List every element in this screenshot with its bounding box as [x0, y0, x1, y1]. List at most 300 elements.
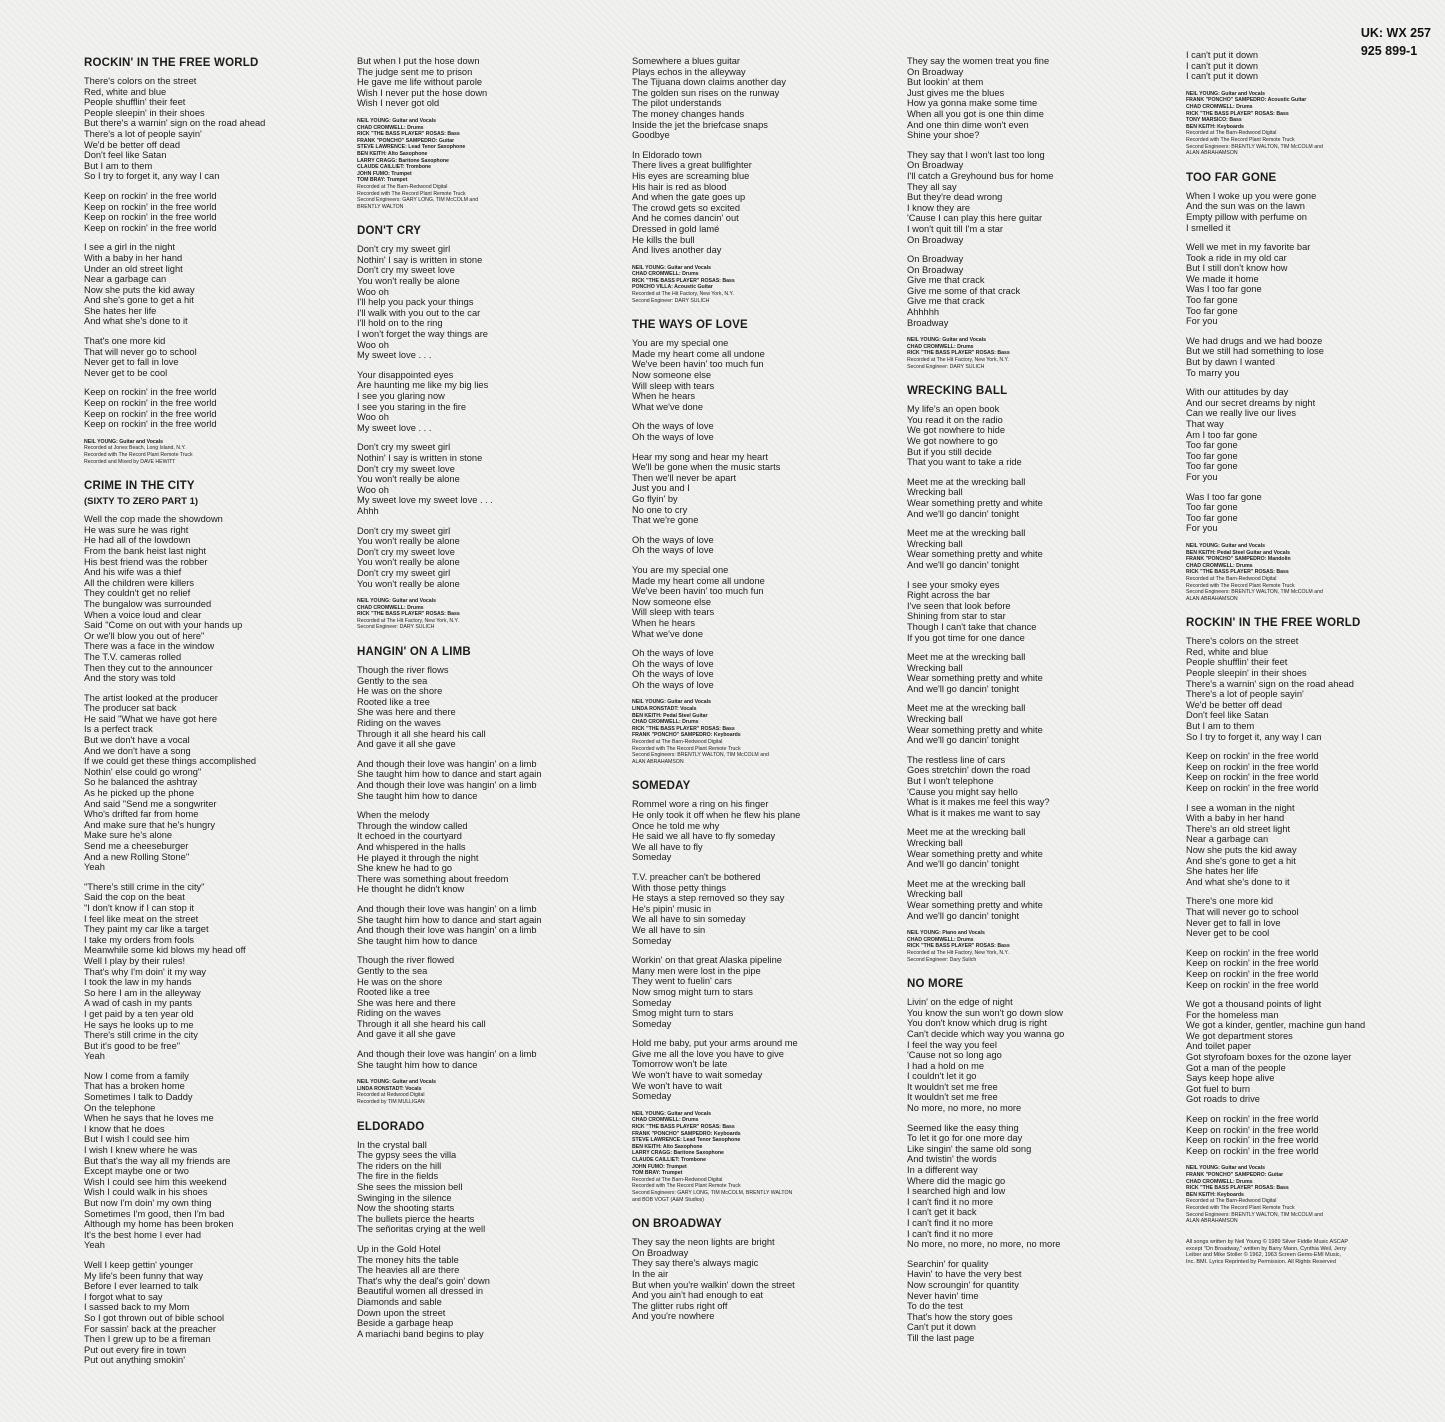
song-title: HANGIN' ON A LIMB	[357, 646, 471, 659]
lyric-line: You are my special one	[632, 564, 729, 575]
lyric-line: They say there's always magic	[632, 1258, 759, 1269]
lyric-line: Many men were lost in the pipe	[632, 965, 761, 976]
lyric-line: It echoed in the courtyard	[357, 831, 462, 842]
lyrics-column-1	[84, 56, 346, 1380]
credit-line: STEVE LAWRENCE: Lead Tenor Saxophone	[632, 1137, 741, 1144]
lyric-line: My sweet love . . .	[357, 350, 432, 361]
credit-line: BEN KEITH: Keyboards	[1186, 1191, 1244, 1198]
lyric-line: And though their love was hangin' on a limb	[357, 758, 537, 769]
copyright-line: All songs written by Neil Young © 1989 Silver Fiddle Music ASCAP	[1186, 1238, 1349, 1245]
lyric-line: Shine your shoe?	[907, 130, 980, 141]
lyric-line: And he comes dancin' out	[632, 213, 739, 224]
lyric-line: Nothin' else could go wrong"	[84, 766, 202, 777]
lyric-line: Took a ride in my old car	[1186, 252, 1287, 263]
lyric-line: Someday	[632, 1018, 672, 1029]
song-block	[357, 224, 619, 631]
lyric-line: Gently to the sea	[357, 675, 428, 686]
lyric-line: People sleepin' in their shoes	[1186, 668, 1307, 679]
lyric-line: T.V. preacher can't be bothered	[632, 871, 761, 882]
lyric-line: They all say	[907, 181, 957, 192]
credit-line: Recorded at The Barn-Redwood Digital	[632, 739, 723, 746]
lyric-line: I can't put it down	[1186, 50, 1259, 60]
lyric-line: Rommel wore a ring on his finger	[632, 799, 769, 810]
lyric-line: On Broadway	[907, 264, 964, 275]
lyric-line: She sees the mission bell	[357, 1182, 463, 1192]
credit-line: Recorded and Mixed by DAVE HEWITT	[84, 458, 176, 465]
lyric-line: And you ain't had enough to eat	[632, 1290, 764, 1301]
lyric-line: 'Cause I can play this here guitar	[907, 213, 1043, 224]
credit-line: BEN KEITH: Alto Saxophone	[357, 150, 428, 157]
lyric-line: A mariachi band begins to play	[357, 1328, 484, 1339]
lyric-line: Diamonds and sable	[357, 1296, 442, 1307]
lyric-line: Or we'll blow you out of here"	[84, 630, 205, 641]
stanza	[632, 535, 894, 556]
lyric-line: Near a garbage can	[84, 274, 167, 285]
lyric-line: In the crystal ball	[357, 1139, 427, 1150]
lyric-line: We've been havin' too much fun	[632, 359, 764, 370]
lyric-line: He said we all have to fly someday	[632, 831, 776, 842]
stanza	[1186, 191, 1445, 233]
credit-line: Recorded at Redwood Digital	[357, 1092, 425, 1099]
lyric-line: And whispered in the halls	[357, 841, 466, 852]
lyric-line: I smelled it	[1186, 222, 1231, 233]
credit-line: NEIL YOUNG: Guitar and Vocals	[632, 1110, 711, 1117]
stanza	[632, 56, 894, 141]
lyric-line: And though their love was hangin' on a limb	[357, 925, 537, 936]
lyric-line: Never get to be cool	[84, 367, 168, 378]
lyric-line: Wish I could walk in his shoes	[84, 1187, 208, 1198]
lyric-line: Now someone else	[632, 596, 712, 607]
credit-line: CHAD CROMWELL: Drums	[357, 604, 424, 611]
stanza	[907, 652, 1169, 694]
lyric-line: Red, white and blue	[1186, 646, 1269, 657]
lyric-line: She taught him how to dance	[357, 935, 478, 946]
lyric-line: My sweet love . . .	[357, 422, 432, 433]
lyric-line: Keep on rockin' in the free world	[1186, 761, 1319, 772]
lyric-line: Someday	[632, 935, 672, 946]
lyric-line: And his wife was a thief	[84, 567, 182, 578]
lyric-line: Too far gone	[1186, 305, 1238, 316]
lyric-line: But I wish I could see him	[84, 1134, 190, 1145]
lyric-line: Now someone else	[632, 370, 712, 381]
stanza	[1186, 492, 1445, 534]
lyric-line: Goodbye	[632, 130, 670, 141]
lyric-line: How ya gonna make some time	[907, 98, 1038, 109]
song-block	[357, 56, 619, 210]
stanza	[907, 150, 1169, 245]
lyric-line: Hold me baby, put your arms around me	[632, 1038, 798, 1049]
stanza	[84, 387, 346, 429]
stanza	[1186, 242, 1445, 327]
lyric-line: They paint my car like a target	[84, 924, 209, 935]
credit-line: Second Engineer: Dary Sulich	[907, 956, 977, 963]
lyric-line: Red, white and blue	[84, 86, 167, 97]
lyric-line: So I try to forget it, any way I can	[1186, 731, 1322, 742]
lyric-line: You know the sun won't go down slow	[907, 1007, 1063, 1018]
lyric-line: And gave it all she gave	[357, 1029, 456, 1040]
credit-line: Recorded at The Barn-Redwood Digital	[1186, 130, 1277, 137]
lyric-line: But I am to them	[1186, 721, 1255, 732]
credit-line: LINDA RONSTADT: Vocals	[632, 706, 697, 713]
stanza	[907, 827, 1169, 869]
lyric-line: Too far gone	[1186, 461, 1238, 472]
lyric-line: On the telephone	[84, 1102, 156, 1113]
lyric-line: When the melody	[357, 810, 430, 821]
lyric-line: He was on the shore	[357, 686, 443, 697]
lyric-line: Just you and I	[632, 483, 690, 494]
lyric-line: Oh the ways of love	[632, 534, 714, 545]
lyric-line: Wear something pretty and white	[907, 497, 1043, 508]
lyric-line: Don't cry my sweet love	[357, 265, 455, 276]
lyric-line: Meet me at the wrecking ball	[907, 878, 1026, 889]
stanza	[632, 452, 894, 526]
lyric-line: I see a woman in the night	[1186, 802, 1295, 813]
lyric-line: Was I too far gone	[1186, 491, 1262, 502]
lyric-line: The producer sat back	[84, 703, 177, 714]
credit-line: NEIL YOUNG: Guitar and Vocals	[84, 438, 163, 445]
lyric-line: That way	[1186, 419, 1224, 429]
stanza	[907, 1259, 1169, 1344]
credit-line: FRANK "PONCHO" SAMPEDRO: Keyboards	[632, 732, 741, 739]
song-title: ROCKIN' IN THE FREE WORLD	[1186, 617, 1361, 630]
lyric-line: Broadway	[907, 317, 949, 328]
lyric-line: Nothin' I say is written in stone	[357, 254, 483, 265]
lyric-line: I won't forget the way things are	[357, 329, 488, 340]
song-block	[357, 645, 619, 1106]
lyric-line: Except maybe one or two	[84, 1166, 189, 1177]
lyric-line: Woo oh	[357, 484, 389, 495]
lyric-line: Don't cry my sweet girl	[357, 442, 451, 453]
credit-line: Recorded with The Record Plant Remote Truck	[1186, 582, 1295, 589]
lyric-line: She taught him how to dance	[357, 790, 478, 801]
credit-line: STEVE LAWRENCE: Lead Tenor Saxophone	[357, 144, 466, 151]
lyric-line: The restless line of cars	[907, 754, 1006, 765]
lyric-line: And one thin dime won't even	[907, 119, 1029, 130]
lyric-line: Says keep hope alive	[1186, 1073, 1275, 1084]
lyric-line: Just gives me the blues	[907, 87, 1005, 98]
song-block	[1186, 50, 1445, 157]
lyric-line: Keep on rockin' in the free world	[1186, 1135, 1319, 1146]
lyric-line: We all have to sin	[632, 924, 706, 935]
lyric-line: Gently to the sea	[357, 965, 428, 976]
lyric-line: Now scroungin' for quantity	[907, 1279, 1019, 1290]
credit-line: CLAUDE CAILLIET: Trombone	[357, 164, 432, 171]
credit-line: CHAD CROMWELL: Drums	[632, 1117, 699, 1124]
lyric-line: He only took it off when he flew his plane	[632, 810, 801, 820]
lyric-line: On Broadway	[907, 234, 964, 245]
stanza	[1186, 999, 1445, 1105]
lyric-line: Then they cut to the announcer	[84, 662, 213, 673]
lyric-line: "There's still crime in the city"	[84, 881, 205, 892]
lyric-line: Though the river flowed	[357, 955, 455, 966]
stanza	[357, 904, 619, 946]
lyric-line: The judge sent me to prison	[357, 66, 473, 77]
lyric-line: Will sleep with tears	[632, 607, 715, 618]
lyric-line: Oh the ways of love	[632, 545, 714, 556]
credit-line: Second Engineer: DARY SULICH	[632, 297, 710, 304]
lyric-line: Who's drifted far from home	[84, 809, 199, 820]
stanza	[357, 1049, 619, 1070]
lyric-line: Rooted like a tree	[357, 696, 430, 707]
lyric-line: The pilot understands	[632, 98, 722, 109]
lyric-line: That's one more kid	[84, 336, 166, 347]
song-block	[357, 1120, 619, 1340]
credit-line: FRANK "PONCHO" SAMPEDRO: Mandolin	[1186, 556, 1291, 563]
lyric-line: Wrecking ball	[907, 714, 963, 725]
lyric-line: Keep on rockin' in the free world	[1186, 1114, 1319, 1125]
credit-line: CHAD CROMWELL: Drums	[357, 124, 424, 131]
lyric-line: On Broadway	[907, 66, 964, 77]
lyric-line: And she's gone to get a hit	[1186, 855, 1296, 866]
lyric-line: I can't find it no more	[907, 1228, 994, 1239]
lyric-line: Give me that crack	[907, 296, 985, 307]
lyric-line: The crowd gets so excited	[632, 202, 740, 213]
credits	[632, 1111, 894, 1203]
stanza	[907, 528, 1169, 570]
lyric-line: On Broadway	[907, 160, 964, 171]
copyright-line: Leiber and Mike Stoller © 1962, 1963 Screen Gems-EMI Music,	[1186, 1252, 1342, 1259]
lyric-line: But it's good to be free"	[84, 1040, 181, 1051]
stanza	[907, 254, 1169, 328]
lyrics-column-4	[907, 56, 1169, 1358]
credit-line: Recorded with The Record Plant Remote Truck	[1186, 1204, 1295, 1211]
credit-line: LINDA RONSTADT: Vocals	[357, 1085, 422, 1092]
song-block	[632, 779, 894, 1203]
lyric-line: And the sun was on the lawn	[1186, 201, 1305, 212]
credit-line: BEN KEITH: Keyboards	[1186, 123, 1244, 130]
lyric-line: Oh the ways of love	[632, 648, 714, 659]
lyric-line: Someday	[632, 852, 672, 863]
lyric-line: All the children were killers	[84, 577, 195, 588]
stanza	[357, 810, 619, 895]
lyric-line: There's one more kid	[1186, 896, 1274, 907]
lyric-line: I see a girl in the night	[84, 242, 175, 253]
lyric-line: Riding on the waves	[357, 718, 441, 729]
credit-line: Recorded at The Hit Factory, New York, N.Y.	[632, 291, 734, 298]
lyric-line: Wear something pretty and white	[907, 724, 1043, 735]
lyric-line: The bungalow was surrounded	[84, 598, 212, 609]
credit-line: TOM BRAY: Trumpet	[357, 177, 408, 184]
lyric-line: "I don't know if I can stop it	[84, 902, 194, 913]
stanza	[84, 242, 346, 327]
lyric-line: There was something about freedom	[357, 873, 509, 884]
credit-line: Recorded with The Record Plant Remote Truck	[84, 452, 193, 458]
lyric-line: But if you still decide	[907, 446, 992, 457]
stanza	[632, 1038, 894, 1102]
stanza	[907, 703, 1169, 745]
lyric-line: Wrecking ball	[907, 538, 963, 549]
lyric-line: Keep on rockin' in the free world	[1186, 772, 1319, 783]
lyric-line: We all have to fly	[632, 841, 703, 852]
lyric-line: Dressed in gold lamé	[632, 223, 720, 234]
credit-line: TONY MARSICO: Bass	[1186, 117, 1242, 124]
stanza	[357, 955, 619, 1040]
lyric-line: Keep on rockin' in the free world	[1186, 958, 1319, 969]
lyric-line: Said "Come on out with your hands up	[84, 620, 243, 631]
lyric-line: Made my heart come all undone	[632, 575, 765, 586]
lyric-line: And we'll go dancin' tonight	[907, 735, 1020, 746]
lyric-line: When a voice loud and clear	[84, 609, 202, 620]
lyrics-column-2	[357, 56, 619, 1353]
lyric-line: Down upon the street	[357, 1307, 446, 1318]
stanza	[1186, 948, 1445, 990]
lyric-line: Up in the Gold Hotel	[357, 1243, 441, 1254]
catalog-line: UK: WX 257	[1360, 26, 1431, 40]
lyric-line: What we've done	[632, 628, 704, 639]
song-title: ON BROADWAY	[632, 1218, 722, 1231]
stanza	[84, 1260, 346, 1366]
lyric-line: But they're dead wrong	[907, 192, 1003, 203]
credit-line: Second Engineers: GARY LONG, TIM McCOLM and	[357, 197, 479, 204]
lyric-line: Go flyin' by	[632, 493, 678, 504]
lyric-line: My life's been funny that way	[84, 1270, 204, 1281]
lyric-line: From the bank heist last night	[84, 545, 206, 556]
lyric-line: And lives another day	[632, 245, 722, 256]
lyric-line: I couldn't let it go	[907, 1071, 977, 1082]
lyric-line: He says he looks up to me	[84, 1019, 194, 1030]
lyric-line: That's why the deal's goin' down	[357, 1275, 490, 1286]
lyric-line: I can't find it no more	[907, 1218, 994, 1228]
lyric-line: Keep on rockin' in the free world	[84, 419, 217, 430]
stanza	[1186, 751, 1445, 793]
lyric-line: Tomorrow won't be late	[632, 1059, 728, 1070]
lyric-line: For sassin' back at the preacher	[84, 1323, 216, 1334]
lyric-line: It's the best home I ever had	[84, 1229, 202, 1240]
lyric-line: No more, no more, no more, no more	[907, 1239, 1061, 1250]
lyric-line: Wrecking ball	[907, 662, 963, 673]
lyric-line: Searchin' for quality	[907, 1258, 989, 1269]
lyric-line: Said the cop on the beat	[84, 892, 185, 903]
stanza	[632, 421, 894, 442]
lyric-line: I get paid by a ten year old	[84, 1008, 194, 1019]
lyric-line: And what she's done to it	[1186, 876, 1290, 887]
lyric-line: Wear something pretty and white	[907, 549, 1043, 560]
credit-line: NEIL YOUNG: Piano and Vocals	[907, 930, 985, 937]
lyric-line: Too far gone	[1186, 502, 1238, 513]
lyric-line: I know that he does	[84, 1123, 165, 1134]
lyric-line: They say the neon lights are bright	[632, 1237, 775, 1248]
credit-line: RICK "THE BASS PLAYER" ROSAS: Bass	[357, 611, 460, 618]
lyric-line: Empty pillow with perfume on	[1186, 211, 1307, 222]
lyric-line: You won't really be alone	[357, 474, 460, 485]
lyric-line: For you	[1186, 471, 1218, 482]
lyric-line: With a baby in her hand	[1186, 813, 1285, 824]
lyric-line: For you	[1186, 523, 1218, 534]
credit-line: NEIL YOUNG: Guitar and Vocals	[632, 264, 711, 271]
lyric-line: With our attitudes by day	[1186, 387, 1289, 398]
credit-line: CLAUDE CAILLIET: Trombone	[632, 1157, 707, 1163]
lyric-line: There's colors on the street	[1186, 636, 1299, 647]
lyric-line: You read it on the radio	[907, 414, 1003, 425]
lyric-line: That's why I'm doin' it my way	[84, 966, 207, 977]
lyric-line: The fire in the fields	[357, 1171, 439, 1182]
credit-line: Recorded at Jones Beach, Long Island, N.Y.	[84, 445, 186, 452]
song-block	[632, 1217, 894, 1322]
lyric-line: Beside a garbage heap	[357, 1318, 454, 1329]
lyric-line: Havin' to have the very best	[907, 1269, 1022, 1280]
lyric-line: He kills the bull	[632, 234, 695, 245]
lyric-line: We'd be better off dead	[1186, 699, 1283, 710]
lyric-line: If we could get these things accomplished	[84, 756, 257, 767]
lyric-line: Wish I could see him this weekend	[84, 1176, 227, 1187]
stanza	[632, 799, 894, 863]
lyric-line: Now she puts the kid away	[84, 284, 195, 295]
lyric-line: The gypsy sees the villa	[357, 1150, 457, 1161]
lyric-line: I see your smoky eyes	[907, 579, 1000, 590]
lyric-line: He's pipin' music in	[632, 903, 711, 914]
lyric-line: But there's a warnin' sign on the road ahead	[84, 118, 266, 129]
song-subtitle: (SIXTY TO ZERO PART 1)	[84, 496, 199, 508]
lyric-line: Wear something pretty and white	[907, 848, 1043, 859]
lyric-line: We got nowhere to hide	[907, 425, 1006, 436]
lyric-line: In Eldorado town	[632, 149, 702, 160]
lyric-line: To marry you	[1186, 367, 1240, 378]
lyrics-column-3	[632, 56, 894, 1336]
lyric-line: Don't feel like Satan	[1186, 710, 1269, 721]
lyric-line: You are my special one	[632, 338, 729, 349]
lyric-line: The heavies all are there	[357, 1265, 460, 1276]
lyric-line: I can't put it down	[1186, 60, 1259, 71]
lyric-line: I forgot what to say	[84, 1291, 163, 1302]
lyric-line: My life's an open book	[907, 404, 1000, 415]
credit-line: TOM BRAY: Trumpet	[632, 1170, 683, 1177]
copyright-line: Inc. BMI. Lyrics Reprinted by Permission. All Rights Reserved	[1186, 1259, 1336, 1266]
lyric-line: And our secret dreams by night	[1186, 397, 1316, 408]
lyric-line: And we don't have a song	[84, 745, 191, 756]
lyric-line: When he hears	[632, 391, 696, 402]
lyric-line: 'Cause not so long ago	[907, 1050, 1002, 1061]
credit-line: Recorded with The Record Plant Remote Truck	[357, 190, 466, 197]
lyric-line: But by dawn I wanted	[1186, 357, 1275, 368]
lyric-line: Goes stretchin' down the road	[907, 765, 1031, 776]
lyric-line: My sweet love my sweet love . . .	[357, 495, 493, 506]
lyric-line: Well I keep gettin' younger	[84, 1259, 194, 1270]
stanza	[84, 1071, 346, 1251]
lyric-line: We got a kinder, gentler, machine gun hand	[1186, 1020, 1366, 1031]
lyric-line: Got roads to drive	[1186, 1094, 1260, 1105]
lyric-line: It wouldn't set me free	[907, 1081, 998, 1092]
lyric-line: Riding on the waves	[357, 1008, 441, 1019]
lyric-line: We'd be better off dead	[84, 139, 181, 150]
lyric-line: You won't really be alone	[357, 536, 460, 547]
credit-line: RICK "THE BASS PLAYER" ROSAS: Bass	[632, 1124, 735, 1131]
lyric-line: With those petty things	[632, 882, 727, 893]
lyric-line: Are haunting me like my big lies	[357, 380, 489, 391]
lyric-line: Where did the magic go	[907, 1175, 1006, 1186]
credit-line: CHAD CROMWELL: Drums	[1186, 1178, 1253, 1185]
credit-line: ALAN ABRAHAMSON	[632, 758, 684, 765]
lyric-line: Meet me at the wrecking ball	[907, 476, 1026, 487]
credit-line: NEIL YOUNG: Guitar and Vocals	[632, 699, 711, 706]
lyric-line: Don't cry my sweet girl	[357, 567, 451, 578]
lyric-line: Then I grew up to be a fireman	[84, 1334, 211, 1345]
stanza	[907, 755, 1169, 819]
credit-line: ALAN ABRAHAMSON	[1186, 1218, 1238, 1225]
lyric-line: Then we'll never be apart	[632, 472, 737, 483]
credit-line: CHAD CROMWELL: Drums	[907, 936, 974, 943]
lyric-line: Someday	[632, 997, 672, 1008]
credit-line: ALAN ABRAHAMSON	[1186, 150, 1238, 157]
lyric-line: Under an old street light	[84, 263, 183, 274]
lyric-line: Someday	[632, 1091, 672, 1102]
lyric-line: I feel like meat on the street	[84, 913, 199, 924]
lyric-line: I had a hold on me	[907, 1060, 985, 1071]
credit-line: RICK "THE BASS PLAYER" ROSAS: Bass	[907, 350, 1010, 357]
lyric-line: Is a perfect track	[84, 724, 153, 735]
lyric-line: Too far gone	[1186, 450, 1238, 461]
lyric-line: Now I come from a family	[84, 1070, 189, 1081]
credit-line: BRENTLY WALTON	[357, 203, 404, 210]
